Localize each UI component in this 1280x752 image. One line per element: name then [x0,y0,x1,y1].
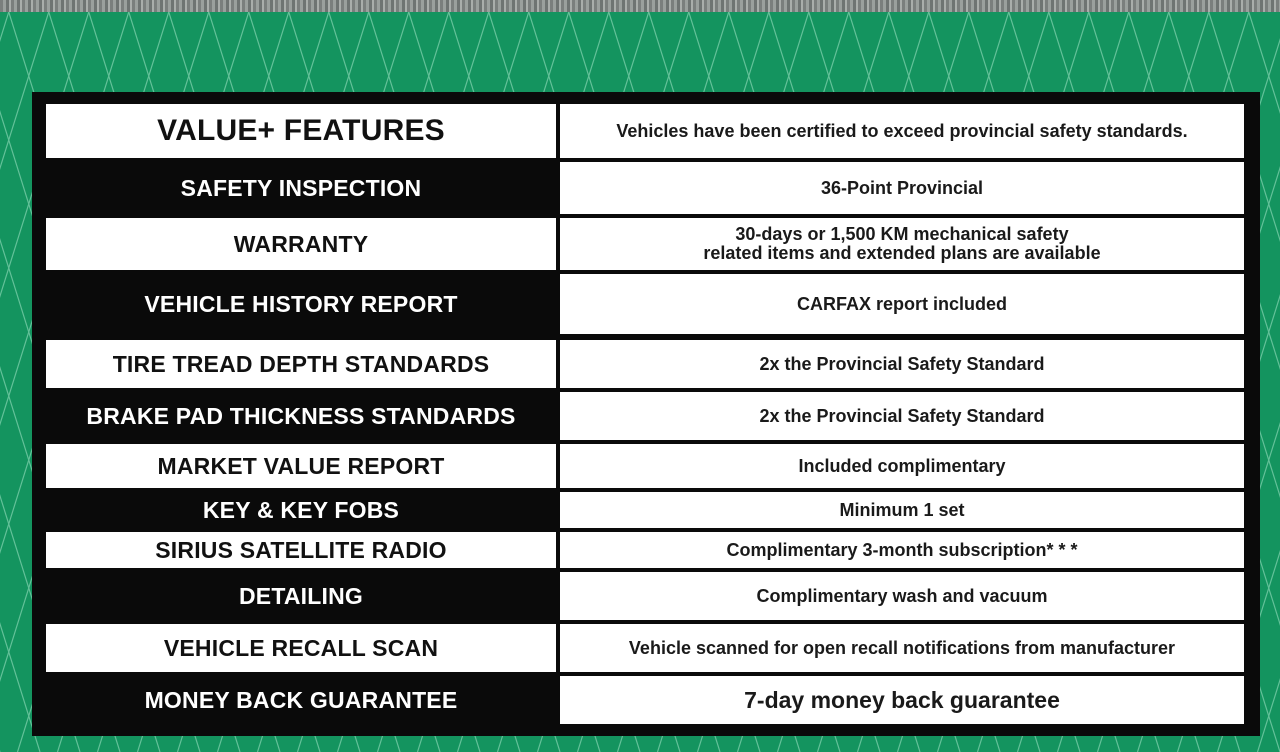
table-row [46,340,1244,388]
feature-label: BRAKE PAD THICKNESS STANDARDS [46,392,556,440]
feature-detail: 2x the Provincial Safety Standard [560,392,1244,440]
feature-detail [560,218,1244,270]
feature-detail-line: 30-days or 1,500 KM mechanical safety [735,224,1069,244]
feature-label: SAFETY INSPECTION [46,162,556,214]
feature-detail: Complimentary wash and vacuum [560,572,1244,620]
table-row [46,676,1244,724]
table-row [46,532,1244,568]
feature-label: WARRANTY [46,218,556,270]
table-title: VALUE+ FEATURES [46,104,556,158]
table-row [46,274,1244,334]
feature-label: KEY & KEY FOBS [46,492,556,528]
table-row [46,492,1244,528]
top-texture-strip [0,0,1280,12]
feature-label: VEHICLE HISTORY REPORT [46,274,556,334]
table-row [46,392,1244,440]
feature-detail: 7-day money back guarantee [560,676,1244,724]
feature-detail: 36-Point Provincial [560,162,1244,214]
table-row [46,572,1244,620]
feature-label: DETAILING [46,572,556,620]
feature-label: TIRE TREAD DEPTH STANDARDS [46,340,556,388]
feature-detail-line: related items and extended plans are available [703,243,1101,263]
table-row [46,162,1244,214]
feature-detail: CARFAX report included [560,274,1244,334]
feature-detail: Minimum 1 set [560,492,1244,528]
feature-detail: Included complimentary [560,444,1244,488]
table-row [46,444,1244,488]
feature-label: SIRIUS SATELLITE RADIO [46,532,556,568]
table-row [46,624,1244,672]
feature-label: MARKET VALUE REPORT [46,444,556,488]
table-row [46,218,1244,270]
feature-label: VEHICLE RECALL SCAN [46,624,556,672]
table-header-row [46,104,1244,158]
feature-detail: Vehicle scanned for open recall notifications from manufacturer [560,624,1244,672]
feature-detail: Complimentary 3-month subscription* * * [560,532,1244,568]
feature-detail: 2x the Provincial Safety Standard [560,340,1244,388]
table-description: Vehicles have been certified to exceed provincial safety standards. [560,104,1244,158]
feature-label: MONEY BACK GUARANTEE [46,676,556,724]
